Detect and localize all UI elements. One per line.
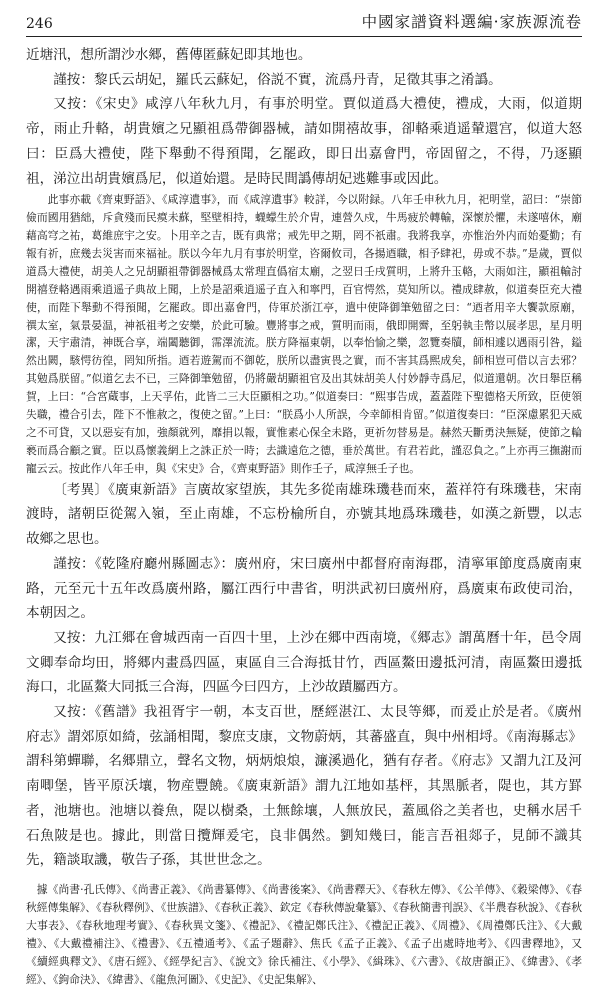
paragraph-note-li-luo: 謹按：黎氏云胡妃，羅氏云蘇妃，俗説不實，流爲丹青，足徵其事之淆譌。 xyxy=(53,71,502,88)
running-title: 中國家譜資料選編·家族源流卷 xyxy=(361,13,582,31)
source-list: 據《尚書·孔氏傳》、《尚書正義》、《尚書纂傳》、《尚書後案》、《尚書釋天》、《春秋左傳》、《公羊傳》、《穀梁傳》、《春秋經傳集解》、《春秋釋例》、《世族譜》、《春秋正義》、欽定《春秋傳說彙纂》、《春秋簡書刊誤》、《半農春秋說》、《春秋大事表》、《春秋地理考實》、《春秋異文箋》、《禮記》、《禮記鄭氏注》、《禮記正義》、《周禮》、《周禮鄭氏注》、《大戴禮》、《大戴禮補注》、《禮書》、《五禮通考》、《孟子題辭》、焦氏《孟子正義》、《孟子出處時地考》、《四書釋地》，又《續經典釋文》、《唐石經》、《經學紀言》、《說文》徐氏補注、《小學》、《緝珠》、《六書》、《故唐韻正》、《緯書》、《孝經》、《鉤命決》、《緯書》、《龍魚河圖》、《史記》、《史記集解》、 xyxy=(26,882,583,986)
paragraph-jiupu: 又按：《舊譜》我祖胥宇一朝，本支百世，歷經湛江、太艮等郷，而爰止於是者。《廣州府志》謂郊原如綺，弦誦相聞，黎庶支康，文物蔚炳，其蕃盛直，與中州相埒。《南海縣志》謂科第蟬聯，名郷鼎立，聲名文物，炳炳烺烺，濂溪過化，猶有存者。《府志》又謂九江及河南唧堡，皆平原沃壤，物産豐饒。《廣東新語》謂九江地如基枰，其黑脈者，隄也，其方罫者，池塘也。池塘以養魚，隄以樹桑，土無餘壤，人無放民，蓋風俗之美者也，史稱水居千石魚陂是也。據此，則當日攬輝爰宅，良非偶然。劉知幾曰，能言吾祖郯子，見師不識其先，籍談取譏，敬告子孫，其世世念之。 xyxy=(26,704,582,869)
page-body xyxy=(26,37,582,988)
paragraph-kaoyi: 〔考異〕《廣東新語》言廣故家望族，其先多從南雄珠璣巷而來，蓋祥符有珠璣巷，宋南渡時，諸朝臣從駕入嶺，至止南雄，不忘枌榆所自，亦號其地爲珠璣巷，如漢之新豐，以志故鄉之思也。 xyxy=(26,481,582,548)
annotation-note: 此事亦載《齊東野語》、《咸淳遺事》，而《咸淳遺事》較詳，今以附録。八年壬申秋九月，祀明堂，詔曰：“崇節儉而國用猶絀，斥貪殘而民瘼未蘇，堅壁相持，蠛蠓生於介胄，連營久戍，牛馬疲於轉輸，深懷於懼，未遂嘻休，廟藉高穹之祐，葛維庶宇之安。卜用辛之吉，既有典常；戒先甲之期，罔不祇肅。我將我享，亦惟治外内而始憂勤；有報有祈，庶幾去災害而來福祉。朕以今年九月有事於明堂，咨爾攸司，各揚迺職，相予肆祀，毋或不恭。”是歲，賈似道爲大禮使，胡美人之兄胡顯祖帶御器械爲太常理直僞宿太廟，之翌日壬戌質明，上將升玉輅，大雨如注，顯祖輸討開禧登輅遇雨乘逍遥子典故上聞，上於是詔乘逍遥子直入和寧門，百官愕然，莫知所以。禮成肆赦，似道奏臣充大禮使，而陛下舉動不得預聞，乞罷政。即出嘉會門，侍軍於浙江亭，遣中使降御筆勉留之曰：“迺者用辛大饗款原廟，禩太室，氣景晏温，神祇祖考之安樂，於此可驗。豐將事之戒，質明而雨，俄即開霽，至躬執圭幣以展孝思，星月明潔，天宇肅清，神既合享，端闔聽御，霈澤流流。朕方降福東朝，以奉怡愉之樂，忽覽奏牘，師相遽以遇雨引咎，鎰然出闕，駭愕彷徨，罔知所指。迺若遊駕而不御乾，朕所以盡寅畏之實，而不害其爲熙成矣，師相豈可借以言去邪？其勉爲朕留。”似道乞去不已，三降御筆勉留，仍將嚴胡顯祖官及出其妹胡美人付妙靜寺爲尼，似道還朝。次日舉臣稱賀，上曰：“合宮蔵事，上天孚佑，此皆二三大臣顯相之功。”似道奏曰：“熙事告成，蓋蓋陛下聖德格天所致，臣使領失職，禮合引去，陛下不惟赦之，復使之留。”上曰：“朕爲小人所誤，今幸師相肯留。”似道復奏曰：“臣深慮累犯天威之不可貸，又以惡妄有加，強顏就列，靡捐以報，實惟素心保全未路，更祈勿替易是。赫然天斷勇決無疑，使節之輪褻而爲合顧之實。臣以爲懷義網上之誅正於一時；去識遠危之德，垂於萬世。有君若此，謹忍負之。”上亦再三撫謝而寵云云。按此作八年壬申，與《宋史》合，《齊東野語》則作壬子，咸淳無壬子也。 xyxy=(26,193,582,475)
paragraph-song-shi: 又按：《宋史》咸淳八年秋九月，有事於明堂。賈似道爲大禮使，禮成，大雨，似道期帝，雨止升輅，胡貴嬪之兄顯祖爲帶御器械，請如開禧故事，卻輅乘逍遥輦還宫，似道大怒曰：臣爲大禮使，陛下舉動不得預聞，乞罷政，即日出嘉會門，帝固留之，不得，乃逐顯祖，涕泣出胡貴嬪爲尼，似道始還。是時民間譌傳胡妃逃難事或因此。 xyxy=(26,96,582,187)
paragraph-jiujiang: 又按：九江郷在會城西南一百四十里，上沙在郷中西南境，《郷志》謂萬曆十年，邑令周文卿奉命均田，將郷内畫爲四區，東區自三合海抵甘竹，西區鰲田邊抵河清，南區鰲田邊抵海口，北區鰲大同抵三合海，四區今曰四方，上沙故蹟屬西方。 xyxy=(26,629,582,696)
paragraph-qianlong: 謹按：《乾隆府廳州縣圖志》：廣州府，宋曰廣州中都督府南海郡，清寧軍節度爲廣南東路，元至元十五年改爲廣州路，屬江西行中書省，明洪武初曰廣州府，爲廣東布政使司治，本朝因之。 xyxy=(26,555,582,622)
page-header xyxy=(26,0,582,37)
page-number: 246 xyxy=(26,16,53,32)
paragraph-continuation: 近塘汛，想所謂沙水郷，舊傳匿蘇妃即其地也。 xyxy=(26,47,312,63)
